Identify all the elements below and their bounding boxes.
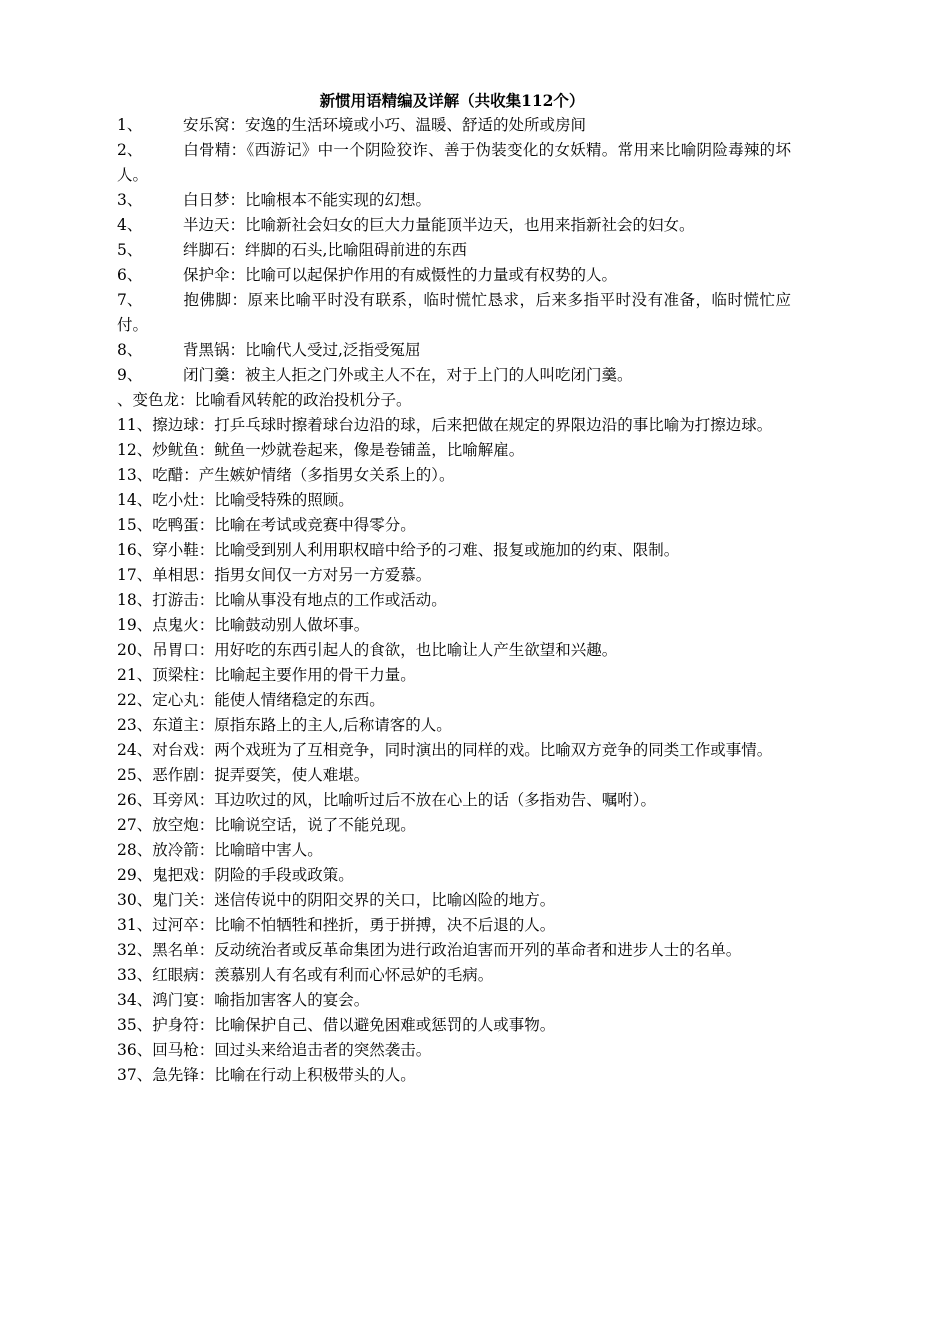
entry-term: 黑名单	[152, 941, 199, 959]
idiom-entry	[117, 888, 791, 913]
idiom-entry	[117, 438, 791, 463]
entry-definition: 比喻说空话，说了不能兑现。	[214, 816, 416, 834]
entry-term: 恶作剧	[152, 766, 199, 784]
idiom-entry	[117, 238, 791, 263]
entry-term: 吊胃口	[152, 641, 199, 659]
entry-definition: 鱿鱼一炒就卷起来，像是卷铺盖，比喻解雇。	[214, 441, 525, 459]
entry-separator: ：	[198, 566, 215, 584]
entry-term: 保护伞	[183, 266, 230, 284]
entry-term: 东道主	[152, 716, 199, 734]
entry-definition: 原指东路上的主人,后称请客的人。	[214, 716, 452, 734]
entry-number: 29、	[117, 866, 153, 884]
idiom-entry	[117, 638, 791, 663]
entry-definition: 比喻受到别人利用职权暗中给予的刁难、报复或施加的约束、限制。	[214, 541, 680, 559]
entry-number: 37、	[117, 1066, 153, 1084]
idiom-entry	[117, 813, 791, 838]
idiom-entry	[117, 188, 791, 213]
entry-definition: 喻指加害客人的宴会。	[214, 991, 370, 1009]
entry-separator: ：	[198, 991, 215, 1009]
entry-term: 鬼把戏	[152, 866, 199, 884]
entry-number: 13、	[117, 466, 153, 484]
entry-separator: ：	[198, 891, 215, 909]
entry-number: 1、	[117, 116, 143, 134]
entry-term: 打游击	[152, 591, 199, 609]
idiom-entry	[117, 1038, 791, 1063]
idiom-entry	[117, 988, 791, 1013]
entry-separator: ：	[198, 941, 215, 959]
entry-number: 8、	[117, 341, 143, 359]
idiom-entry	[117, 863, 791, 888]
idiom-entry	[117, 513, 791, 538]
entry-separator: ：	[229, 241, 246, 259]
idiom-entry	[117, 213, 791, 238]
entry-definition: 捉弄耍笑，使人难堪。	[214, 766, 370, 784]
entry-term: 抱佛脚	[183, 291, 232, 309]
entry-term: 吃小灶	[152, 491, 199, 509]
entry-definition: 比喻保护自己、借以避免困难或惩罚的人或事物。	[214, 1016, 556, 1034]
entry-definition: 比喻看风转舵的政治投机分子。	[194, 391, 412, 409]
entry-definition: 产生嫉妒情绪（多指男女关系上的）。	[198, 466, 455, 484]
idiom-entry	[117, 588, 791, 613]
entry-definition: 比喻鼓动别人做坏事。	[214, 616, 370, 634]
entry-definition: 羡慕别人有名或有利而心怀忌妒的毛病。	[214, 966, 494, 984]
idiom-entry	[117, 838, 791, 863]
idiom-entry	[117, 463, 791, 488]
entry-term: 半边天	[183, 216, 230, 234]
entry-number: 19、	[117, 616, 153, 634]
entry-number: 25、	[117, 766, 153, 784]
entry-definition: 反动统治者或反革命集团为进行政治迫害而开列的革命者和进步人士的名单。	[214, 941, 742, 959]
entry-definition: 回过头来给追击者的突然袭击。	[214, 1041, 432, 1059]
idiom-entry	[117, 713, 791, 738]
entry-term: 放冷箭	[152, 841, 199, 859]
entry-number: 11、	[117, 416, 153, 434]
entry-definition: 比喻根本不能实现的幻想。	[245, 191, 432, 209]
idiom-entry	[117, 113, 791, 138]
idiom-entry	[117, 663, 791, 688]
entry-term: 鸿门宴	[152, 991, 199, 1009]
entry-definition: 比喻在行动上积极带头的人。	[214, 1066, 416, 1084]
entry-term: 放空炮	[152, 816, 199, 834]
entry-term: 点鬼火	[152, 616, 199, 634]
entry-number: 23、	[117, 716, 153, 734]
idiom-entry	[117, 413, 791, 438]
entry-number: 15、	[117, 516, 153, 534]
entry-separator: ：	[229, 216, 246, 234]
entry-separator: ：	[229, 116, 246, 134]
entry-term: 鬼门关	[152, 891, 199, 909]
document-title: 新惯用语精编及详解（共收集112个）	[319, 91, 585, 110]
entry-separator: ：	[198, 541, 215, 559]
entry-separator: ：	[229, 341, 246, 359]
idiom-entry	[117, 963, 791, 988]
entry-number: 9、	[117, 366, 143, 384]
entry-definition: 比喻从事没有地点的工作或活动。	[214, 591, 447, 609]
idiom-list	[117, 113, 791, 1088]
entry-separator: ：	[231, 291, 248, 309]
entry-separator: ：	[198, 441, 215, 459]
entry-number: 21、	[117, 666, 153, 684]
entry-separator: ：	[229, 266, 246, 284]
idiom-entry	[117, 288, 791, 338]
entry-definition: 耳边吹过的风，比喻听过后不放在心上的话（多指劝告、嘱咐）。	[214, 791, 657, 809]
entry-separator: ：	[198, 691, 215, 709]
entry-separator: ：	[198, 641, 215, 659]
entry-term: 吃醋	[152, 466, 184, 484]
entry-separator: ：	[198, 416, 215, 434]
entry-term: 顶梁柱	[152, 666, 199, 684]
entry-separator: ：	[198, 716, 215, 734]
entry-term: 吃鸭蛋	[152, 516, 199, 534]
entry-number: 24、	[117, 741, 153, 759]
entry-definition: 安逸的生活环境或小巧、温暖、舒适的处所或房间	[245, 116, 587, 134]
idiom-entry	[117, 388, 791, 413]
entry-separator: ：	[198, 591, 215, 609]
entry-term: 白日梦	[183, 191, 230, 209]
entry-number: 7、	[117, 291, 143, 309]
entry-number: 36、	[117, 1041, 153, 1059]
idiom-entry	[117, 913, 791, 938]
entry-separator: ：	[198, 1066, 215, 1084]
entry-separator: ：	[198, 491, 215, 509]
entry-definition: 绊脚的石头,比喻阻碍前进的东西	[245, 241, 467, 259]
entry-number: 27、	[117, 816, 153, 834]
entry-separator: ：	[198, 866, 215, 884]
entry-separator: ：	[198, 916, 215, 934]
idiom-entry	[117, 688, 791, 713]
idiom-entry	[117, 263, 791, 288]
entry-definition: 比喻受特殊的照顾。	[214, 491, 354, 509]
entry-term: 安乐窝	[183, 116, 230, 134]
entry-term: 闭门羹	[183, 366, 230, 384]
entry-definition: 比喻新社会妇女的巨大力量能顶半边天，也用来指新社会的妇女。	[245, 216, 695, 234]
entry-definition: 比喻暗中害人。	[214, 841, 323, 859]
entry-number: 22、	[117, 691, 153, 709]
entry-term: 擦边球	[152, 416, 199, 434]
idiom-entry	[117, 538, 791, 563]
entry-number: 26、	[117, 791, 153, 809]
entry-number: 28、	[117, 841, 153, 859]
entry-separator: ：	[198, 516, 215, 534]
idiom-entry	[117, 563, 791, 588]
entry-number: 18、	[117, 591, 153, 609]
idiom-entry	[117, 363, 791, 388]
idiom-entry	[117, 488, 791, 513]
entry-separator: ：	[230, 141, 247, 159]
entry-term: 炒鱿鱼	[152, 441, 199, 459]
idiom-entry	[117, 1063, 791, 1088]
entry-definition: 被主人拒之门外或主人不在，对于上门的人叫吃闭门羹。	[245, 366, 633, 384]
entry-definition: 能使人情绪稳定的东西。	[214, 691, 385, 709]
entry-number: 3、	[117, 191, 143, 209]
entry-term: 背黑锅	[183, 341, 230, 359]
entry-separator: ：	[198, 1041, 215, 1059]
entry-number: 12、	[117, 441, 153, 459]
entry-number: 20、	[117, 641, 153, 659]
entry-term: 单相思	[152, 566, 199, 584]
entry-term: 白骨精	[183, 141, 231, 159]
entry-term: 耳旁风	[152, 791, 199, 809]
entry-definition: 迷信传说中的阴阳交界的关口，比喻凶险的地方。	[214, 891, 556, 909]
entry-separator: ：	[198, 841, 215, 859]
entry-separator: ：	[198, 791, 215, 809]
entry-separator: ：	[229, 366, 246, 384]
entry-term: 过河卒	[152, 916, 199, 934]
entry-term: 护身符	[152, 1016, 199, 1034]
entry-number: 、	[117, 391, 133, 409]
entry-number: 5、	[117, 241, 143, 259]
entry-number: 30、	[117, 891, 153, 909]
entry-term: 对台戏	[152, 741, 199, 759]
entry-number: 2、	[117, 141, 143, 159]
entry-definition: 用好吃的东西引起人的食欲，也比喻让人产生欲望和兴趣。	[214, 641, 618, 659]
entry-separator: ：	[179, 391, 195, 409]
entry-term: 急先锋	[152, 1066, 199, 1084]
entry-definition: 指男女间仅一方对另一方爱慕。	[214, 566, 432, 584]
entry-separator: ：	[198, 766, 215, 784]
idiom-entry	[117, 788, 791, 813]
entry-number: 6、	[117, 266, 143, 284]
idiom-entry	[117, 138, 791, 188]
idiom-entry	[117, 338, 791, 363]
entry-separator: ：	[198, 1016, 215, 1034]
entry-term: 红眼病	[152, 966, 199, 984]
idiom-entry	[117, 1013, 791, 1038]
entry-number: 31、	[117, 916, 153, 934]
entry-definition: 打乒乓球时擦着球台边沿的球，后来把做在规定的界限边沿的事比喻为打擦边球。	[214, 416, 773, 434]
entry-separator: ：	[229, 191, 246, 209]
entry-definition: 比喻代人受过,泛指受冤屈	[245, 341, 421, 359]
entry-definition: 比喻起主要作用的骨干力量。	[214, 666, 416, 684]
entry-separator: ：	[198, 816, 215, 834]
idiom-entry	[117, 938, 791, 963]
entry-number: 33、	[117, 966, 153, 984]
entry-term: 变色龙	[132, 391, 180, 409]
idiom-entry	[117, 763, 791, 788]
entry-term: 定心丸	[152, 691, 199, 709]
entry-definition: 《西游记》中一个阴险狡诈、善于伪装变化的女妖精。常用来比喻阴险毒辣的坏人。	[117, 141, 791, 184]
entry-number: 4、	[117, 216, 143, 234]
idiom-entry	[117, 613, 791, 638]
entry-term: 绊脚石	[183, 241, 230, 259]
idiom-entry	[117, 738, 791, 763]
entry-term: 穿小鞋	[152, 541, 199, 559]
entry-separator: ：	[183, 466, 199, 484]
entry-definition: 原来比喻平时没有联系，临时慌忙恳求，后来多指平时没有准备，临时慌忙应付。	[117, 291, 791, 334]
entry-definition: 阴险的手段或政策。	[214, 866, 354, 884]
entry-number: 17、	[117, 566, 153, 584]
entry-number: 16、	[117, 541, 153, 559]
entry-number: 32、	[117, 941, 153, 959]
entry-number: 14、	[117, 491, 153, 509]
entry-definition: 比喻不怕牺牲和挫折，勇于拼搏，决不后退的人。	[214, 916, 556, 934]
entry-separator: ：	[198, 966, 215, 984]
entry-separator: ：	[198, 616, 215, 634]
entry-separator: ：	[198, 666, 215, 684]
entry-number: 34、	[117, 991, 153, 1009]
entry-term: 回马枪	[152, 1041, 199, 1059]
entry-number: 35、	[117, 1016, 153, 1034]
entry-definition: 比喻可以起保护作用的有威慑性的力量或有权势的人。	[245, 266, 618, 284]
entry-separator: ：	[198, 741, 215, 759]
entry-definition: 两个戏班为了互相竞争，同时演出的同样的戏。比喻双方竞争的同类工作或事情。	[214, 741, 773, 759]
entry-definition: 比喻在考试或竞赛中得零分。	[214, 516, 416, 534]
